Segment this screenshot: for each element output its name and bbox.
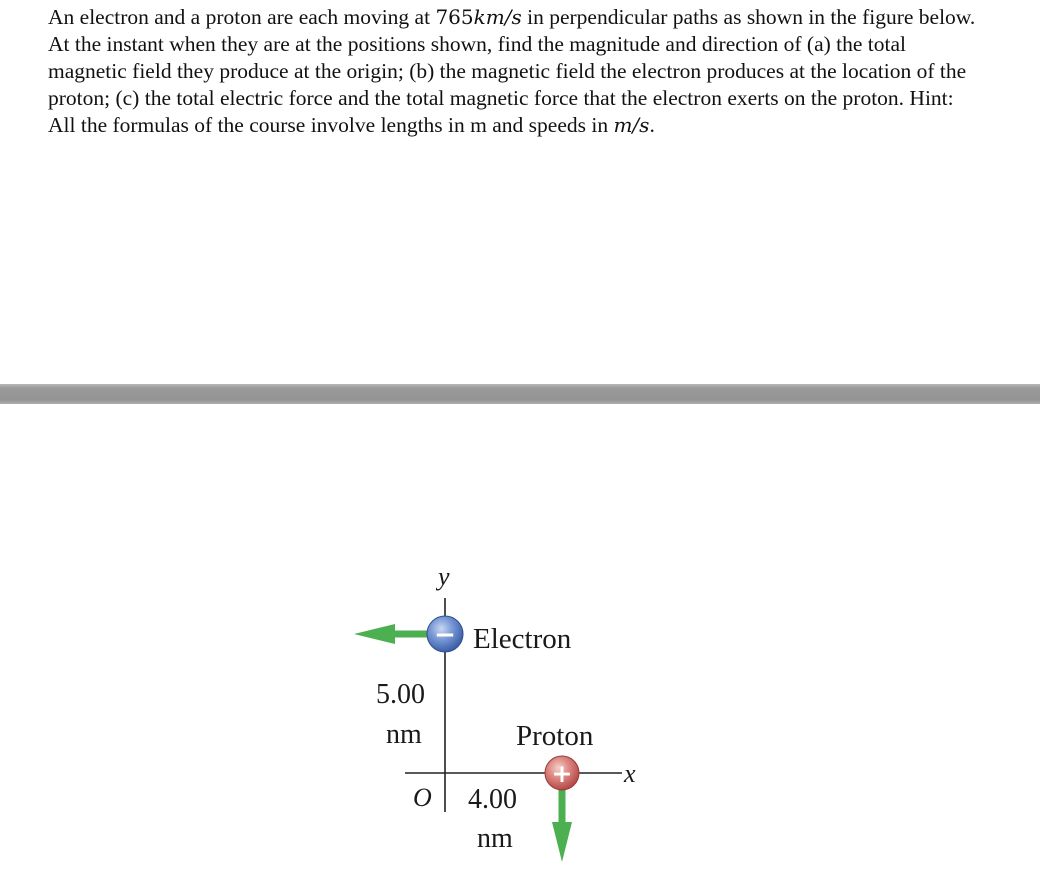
x-axis-label: x — [624, 759, 636, 788]
problem-text-part1: An electron and a proton are each moving at — [48, 5, 436, 29]
horizontal-distance-unit: nm — [477, 823, 513, 854]
speed-unit-hint: m/s — [613, 113, 650, 137]
speed-unit: km/s — [473, 5, 522, 29]
electron-sign: − — [434, 620, 456, 650]
proton-velocity-arrowhead — [552, 822, 572, 862]
electron-label: Electron — [473, 623, 572, 655]
horizontal-distance-value: 4.00 — [468, 784, 517, 815]
origin-label: O — [413, 783, 432, 812]
vertical-distance-unit: nm — [386, 719, 422, 750]
speed-value: 765 — [435, 5, 474, 29]
proton-sign: + — [551, 759, 573, 788]
electron-velocity-arrowhead — [354, 624, 395, 644]
problem-text-part3: . — [649, 113, 655, 137]
proton-label: Proton — [516, 720, 594, 752]
y-axis-label: y — [438, 562, 450, 591]
vertical-distance-value: 5.00 — [376, 679, 425, 710]
problem-text-part2: in perpendicular paths as shown in the figure below. At the instant when they are at the positions shown, find the magnitude and direction of (a) the total magnetic field they produce at the origin; (b) the magnetic field the electron produces at the location of the proton; (c) the total electric force and the total magnetic force that the electron exerts on the proton. Hint: All the formulas of the course involve lengths in m and speeds in — [48, 5, 976, 137]
